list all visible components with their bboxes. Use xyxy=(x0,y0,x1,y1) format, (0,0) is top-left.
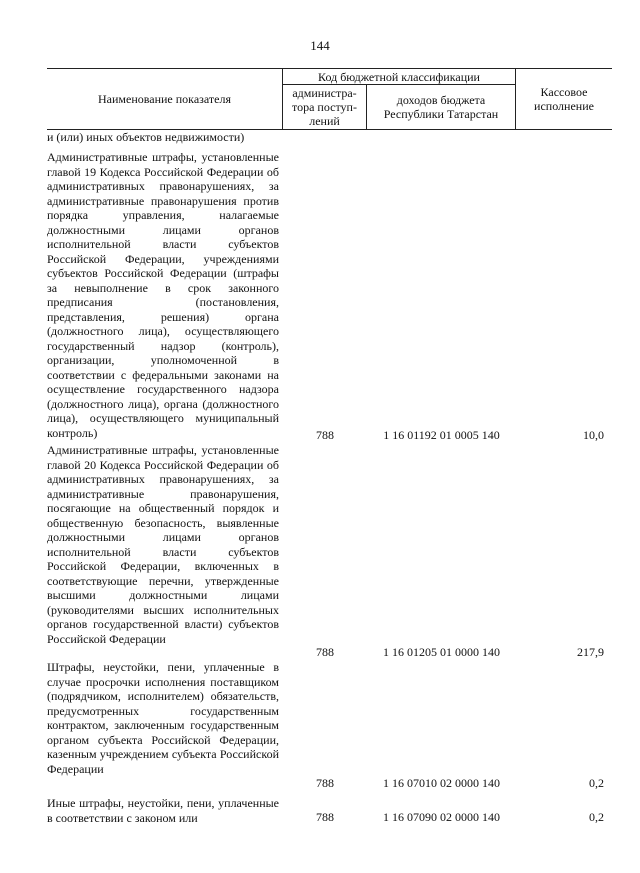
header-admin-line: лений xyxy=(309,114,340,128)
table-row xyxy=(47,796,612,830)
row-admin-code: 788 xyxy=(316,645,334,659)
row-description: Иные штрафы, неустойки, пени, уплаченные в соответствии с законом или xyxy=(47,796,279,825)
row-admin-code: 788 xyxy=(316,810,334,824)
page-number: 144 xyxy=(310,38,330,53)
header-income-line: доходов бюджета xyxy=(396,93,486,107)
row-description: Административные штрафы, установленные главой 20 Кодекса Российской Федерации об административных правонарушениях, за административные правонарушения, посягающие на общественный порядок и общественную безопасность, выявленные должностными лицами органов исполнительной власти субъектов Российской Федерации, включенных в соответствующие перечни, утвержденные высшими должностными лицами (руководителями высших исполнительных органов государственной власти) субъектов Российской Федерации xyxy=(47,443,279,646)
row-amount: 0,2 xyxy=(589,810,604,824)
row-description: Административные штрафы, установленные главой 19 Кодекса Российской Федерации об административных правонарушениях, за административные правонарушения против порядка управления, налагаемые должностными лицами органов исполнительной власти субъектов Российской Федерации, учреждениями субъектов Российской Федерации (штрафы за невыполнение в срок законного предписания (постановления, представления, решения) органа (должностного лица), осуществляющего государственный надзор (контроль), организации, уполномоченной в соответствии с федеральными законами на осуществление государственного надзора (должностного лица), органа (должностного лица), осуществляющего муниципальный контроль) xyxy=(47,150,279,440)
header-admin-line: администра- xyxy=(292,86,357,100)
header-cash-execution xyxy=(516,69,612,129)
row-amount: 0,2 xyxy=(589,776,604,790)
table-row xyxy=(47,150,612,440)
header-income-line: Республики Татарстан xyxy=(383,107,499,121)
row-admin-code: 788 xyxy=(316,776,334,790)
row-income-code: 1 16 01192 01 0005 140 xyxy=(383,428,500,442)
row-income-code: 1 16 07010 02 0000 140 xyxy=(383,776,500,790)
table-header xyxy=(47,68,612,130)
row-description: Штрафы, неустойки, пени, уплаченные в случае просрочки исполнения поставщиком (подрядчиком, исполнителем) обязательств, предусмотренных государственным контрактом, заключенным государственным органом субъекта Российской Федерации, казенным учреждением субъекта Российской Федерации xyxy=(47,660,279,776)
header-exec-line: Кассовое xyxy=(540,85,588,99)
row-amount: 10,0 xyxy=(583,428,604,442)
continuation-text: и (или) иных объектов недвижимости) xyxy=(47,130,245,144)
row-income-code: 1 16 07090 02 0000 140 xyxy=(383,810,500,824)
header-indicator-name: Наименование показателя xyxy=(47,69,283,129)
header-exec-line: исполнение xyxy=(534,99,594,113)
row-amount: 217,9 xyxy=(577,645,604,659)
row-admin-code: 788 xyxy=(316,428,334,442)
header-budget-code-group: Код бюджетной классификации xyxy=(283,69,516,85)
table-row xyxy=(47,660,612,790)
header-admin-line: тора поступ- xyxy=(292,100,357,114)
header-administrator-code xyxy=(283,85,367,129)
header-income-code xyxy=(367,85,516,129)
row-income-code: 1 16 01205 01 0000 140 xyxy=(383,645,500,659)
table-row xyxy=(47,443,612,659)
